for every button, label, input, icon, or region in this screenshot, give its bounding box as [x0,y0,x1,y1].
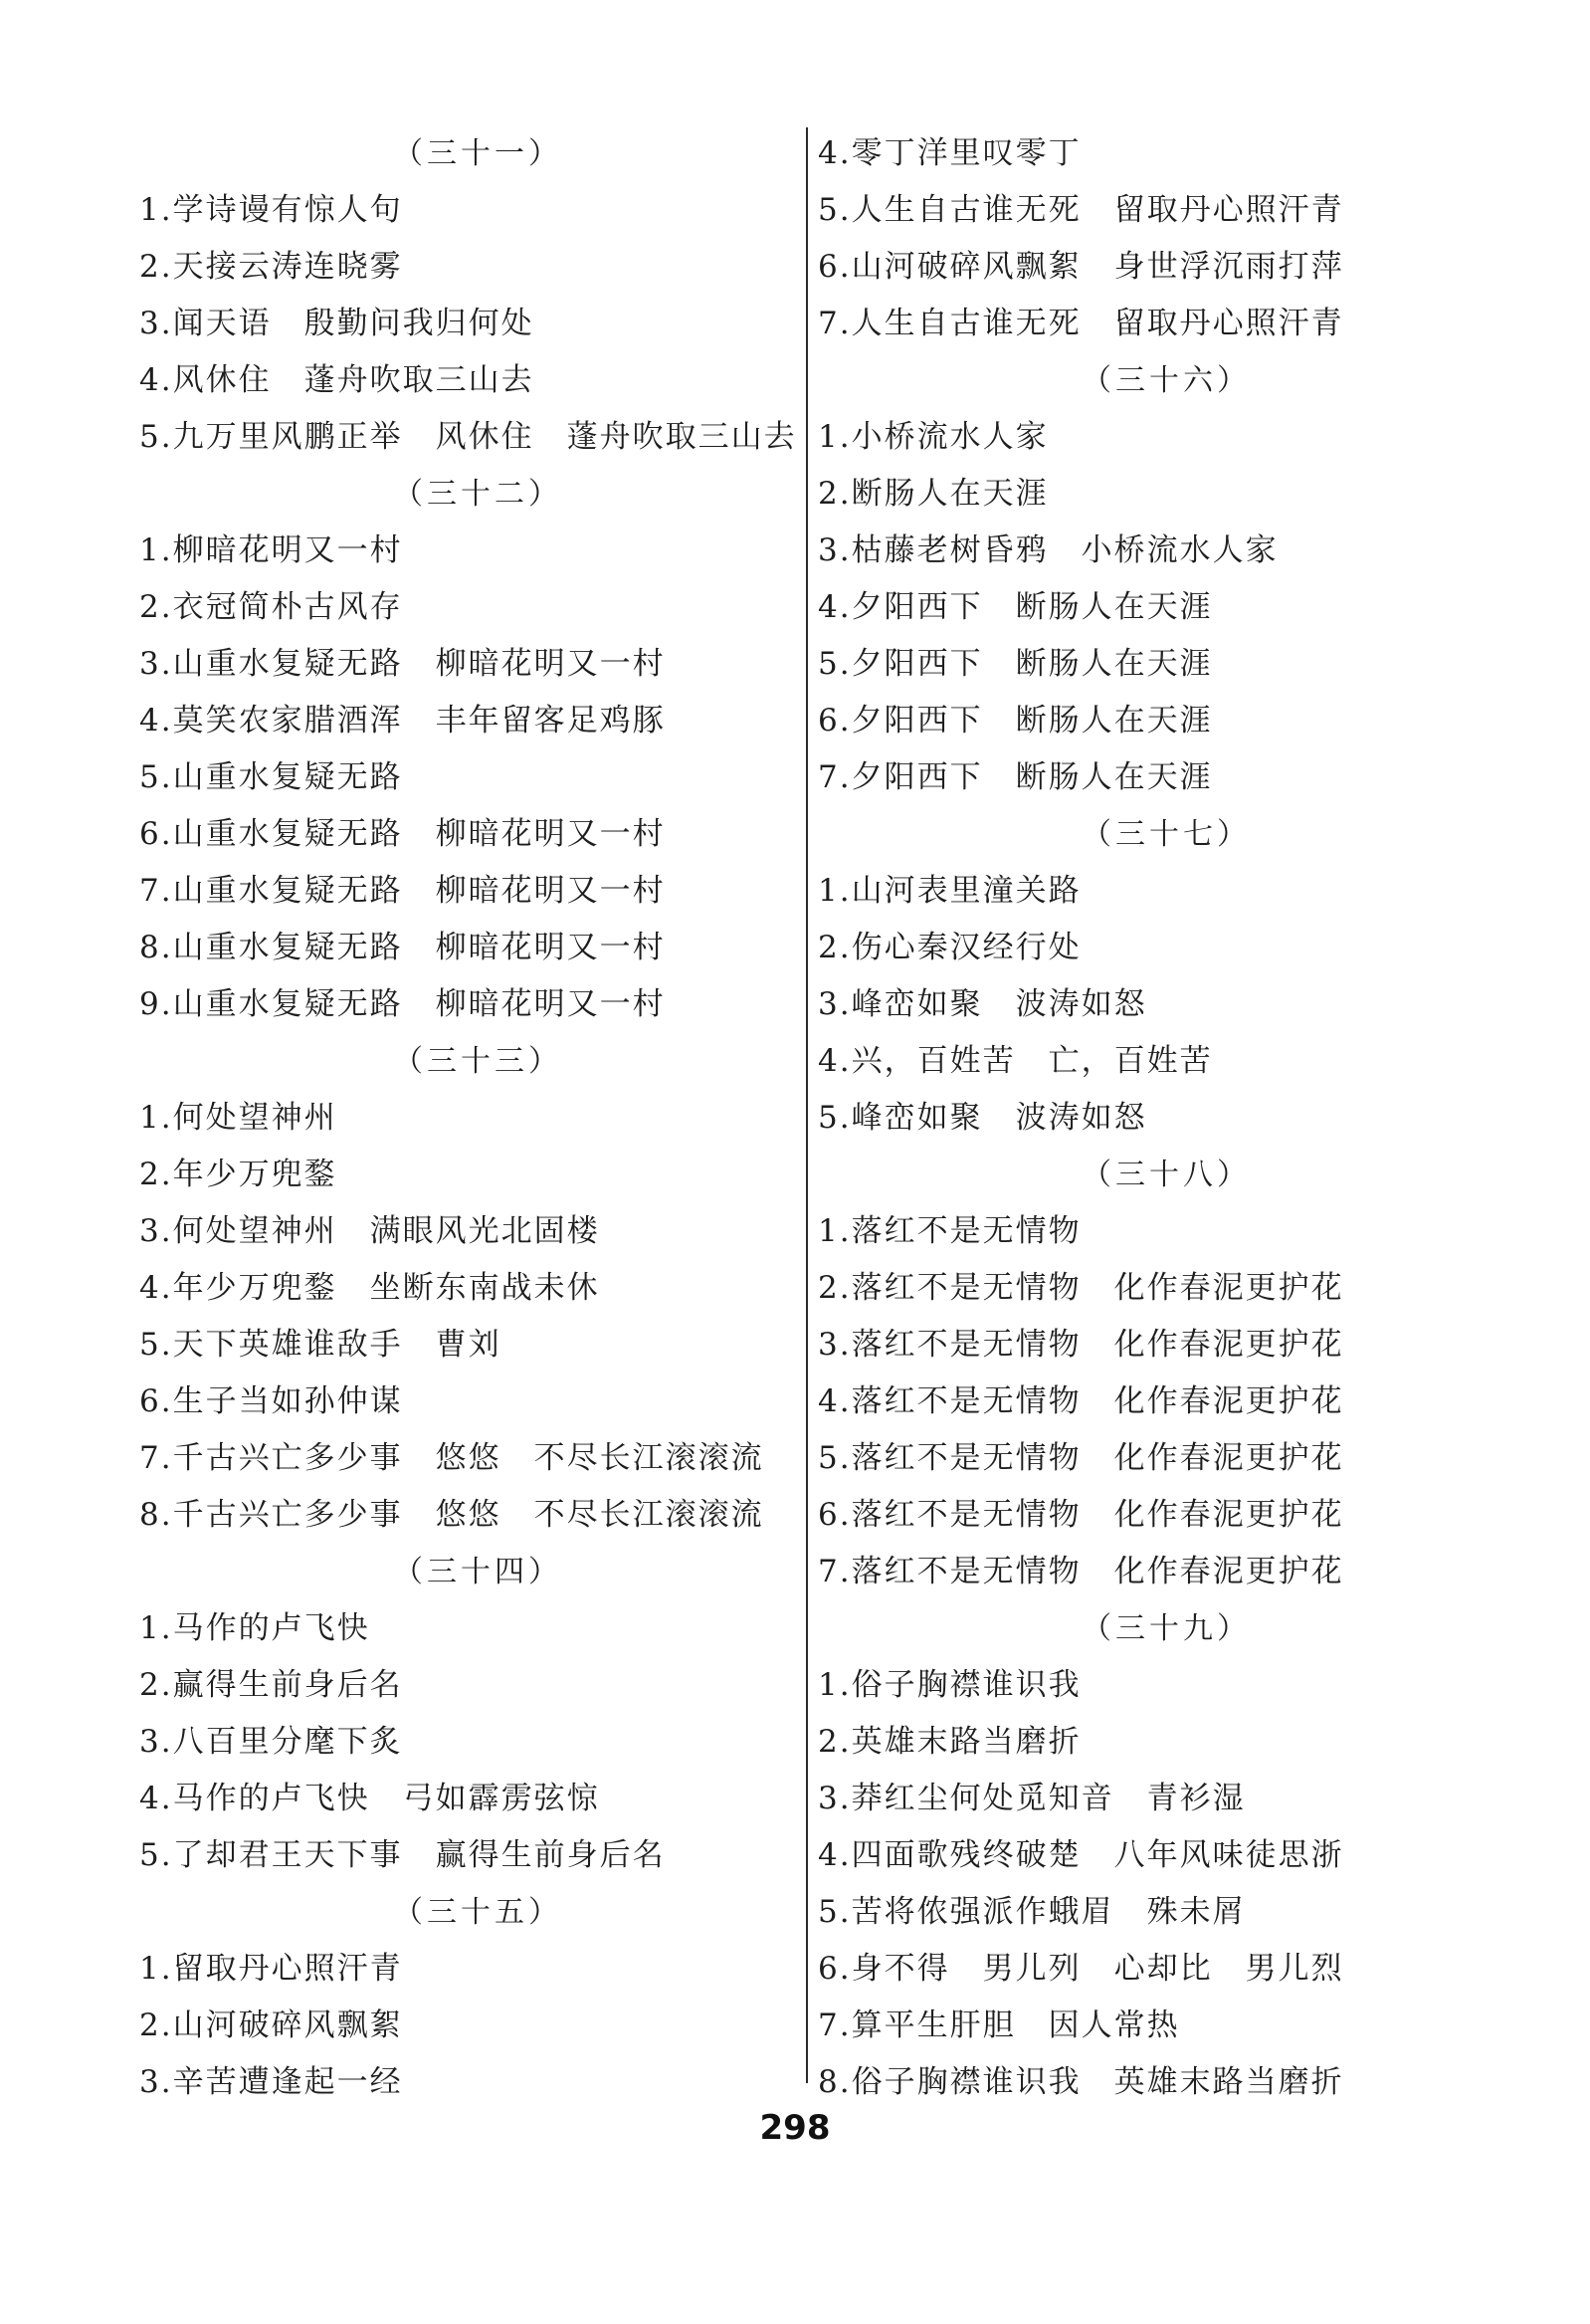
section-heading: （三十五） [393,1895,562,1930]
answer-line: 6.生子当如孙仲谋 [139,1383,403,1419]
answer-line: 4.风休住 蓬舟吹取三山去 [139,362,534,398]
answer-line: 5.山重水复疑无路 [139,759,403,795]
left-column [139,125,797,2111]
answer-line: 5.峰峦如聚 波涛如怒 [818,1100,1147,1136]
answer-line: 5.九万里风鹏正举 风休住 蓬舟吹取三山去 [139,419,797,455]
answer-line: 5.人生自古谁无死 留取丹心照汗青 [818,192,1344,228]
answer-line: 1.留取丹心照汗青 [139,1951,403,1987]
answer-line: 2.伤心秦汉经行处 [818,930,1082,965]
section-heading: （三十一） [393,136,562,171]
answer-line: 2.断肠人在天涯 [818,476,1049,512]
answer-line: 4.莫笑农家腊酒浑 丰年留客足鸡豚 [139,703,666,739]
section-heading: （三十七） [1082,817,1251,852]
answer-line: 9.山重水复疑无路 柳暗花明又一村 [139,986,666,1022]
answer-line: 2.赢得生前身后名 [139,1667,403,1703]
answer-line: 1.山河表里潼关路 [818,873,1082,909]
answer-line: 6.山重水复疑无路 柳暗花明又一村 [139,816,666,852]
column-divider [806,127,808,2083]
answer-line: 2.年少万兜鍪 [139,1157,337,1192]
answer-line: 2.落红不是无情物 化作春泥更护花 [818,1270,1344,1306]
answer-line: 6.夕阳西下 断肠人在天涯 [818,703,1213,739]
answer-line: 3.闻天语 殷勤问我归何处 [139,306,534,341]
answer-line: 5.苦将侬强派作蛾眉 殊未屑 [818,1894,1246,1930]
answer-line: 3.莽红尘何处觅知音 青衫湿 [818,1781,1246,1816]
answer-line: 7.山重水复疑无路 柳暗花明又一村 [139,873,666,909]
answer-line: 4.夕阳西下 断肠人在天涯 [818,589,1213,625]
answer-line: 8.千古兴亡多少事 悠悠 不尽长江滚滚流 [139,1497,764,1533]
answer-line: 4.马作的卢飞快 弓如霹雳弦惊 [139,1781,600,1816]
answer-line: 1.俗子胸襟谁识我 [818,1667,1082,1703]
answer-line: 3.辛苦遭逢起一经 [139,2064,403,2100]
answer-line: 8.山重水复疑无路 柳暗花明又一村 [139,930,666,965]
answer-line: 3.枯藤老树昏鸦 小桥流水人家 [818,532,1279,568]
answer-line: 6.身不得 男儿列 心却比 男儿烈 [818,1951,1344,1987]
answer-line: 5.了却君王天下事 赢得生前身后名 [139,1837,666,1873]
answer-line: 5.夕阳西下 断肠人在天涯 [818,646,1213,682]
answer-line: 3.峰峦如聚 波涛如怒 [818,986,1147,1022]
answer-line: 8.俗子胸襟谁识我 英雄末路当磨折 [818,2064,1344,2100]
section-heading: （三十三） [393,1044,562,1079]
answer-line: 7.千古兴亡多少事 悠悠 不尽长江滚滚流 [139,1440,764,1476]
answer-line: 1.柳暗花明又一村 [139,532,403,568]
answer-line: 4.年少万兜鍪 坐断东南战未休 [139,1270,600,1306]
section-heading: （三十二） [393,477,562,512]
answer-line: 1.马作的卢飞快 [139,1610,370,1646]
answer-line: 3.八百里分麾下炙 [139,1724,403,1760]
answer-line: 2.英雄末路当磨折 [818,1724,1082,1760]
answer-line: 3.何处望神州 满眼风光北固楼 [139,1213,600,1249]
answer-line: 2.山河破碎风飘絮 [139,2007,403,2043]
section-heading: （三十六） [1082,363,1251,398]
answer-line: 4.零丁洋里叹零丁 [818,135,1082,171]
answer-line: 1.小桥流水人家 [818,419,1049,455]
right-column [818,125,1465,2111]
answer-line: 1.学诗谩有惊人句 [139,192,403,228]
answer-line: 6.山河破碎风飘絮 身世浮沉雨打萍 [818,249,1344,285]
answer-line: 4.四面歌残终破楚 八年风味徒思浙 [818,1837,1344,1873]
page-number: 298 [759,2108,831,2148]
answer-line: 1.何处望神州 [139,1100,337,1136]
answer-line: 6.落红不是无情物 化作春泥更护花 [818,1497,1344,1533]
section-heading: （三十九） [1082,1611,1251,1646]
answer-line: 7.夕阳西下 断肠人在天涯 [818,759,1213,795]
section-heading: （三十八） [1082,1158,1251,1192]
answer-line: 3.山重水复疑无路 柳暗花明又一村 [139,646,666,682]
answer-line: 7.人生自古谁无死 留取丹心照汗青 [818,306,1344,341]
answer-line: 1.落红不是无情物 [818,1213,1082,1249]
section-heading: （三十四） [393,1555,562,1589]
answer-line: 5.天下英雄谁敌手 曹刘 [139,1327,501,1363]
answer-line: 7.落红不是无情物 化作春泥更护花 [818,1554,1344,1589]
answer-line: 2.衣冠简朴古风存 [139,589,403,625]
answer-line: 3.落红不是无情物 化作春泥更护花 [818,1327,1344,1363]
answer-line: 4.兴，百姓苦 亡，百姓苦 [818,1043,1213,1079]
answer-line: 7.算平生肝胆 因人常热 [818,2007,1180,2043]
answer-line: 2.天接云涛连晓雾 [139,249,403,285]
answer-line: 4.落红不是无情物 化作春泥更护花 [818,1383,1344,1419]
answer-line: 5.落红不是无情物 化作春泥更护花 [818,1440,1344,1476]
